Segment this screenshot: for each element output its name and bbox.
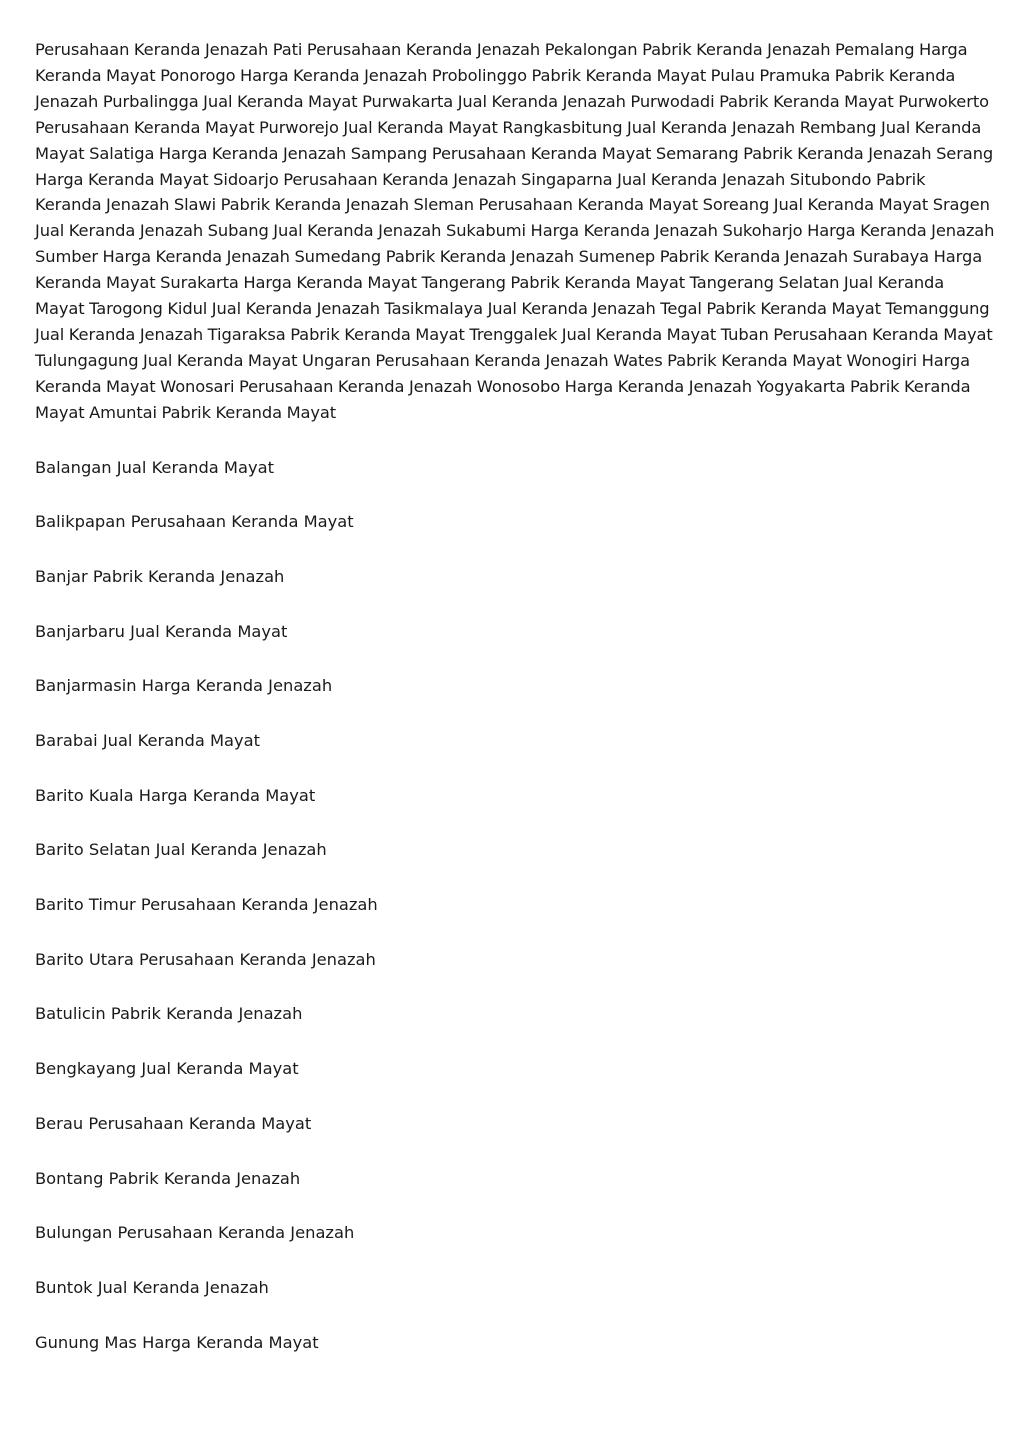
list-item: Barito Selatan Jual Keranda Jenazah <box>35 840 327 860</box>
list-item: Barito Utara Perusahaan Keranda Jenazah <box>35 949 376 969</box>
list-item: Banjar Pabrik Keranda Jenazah <box>35 566 285 586</box>
list-item: Bontang Pabrik Keranda Jenazah <box>35 1168 301 1188</box>
location-list <box>35 455 995 1385</box>
intro-paragraph: Perusahaan Keranda Jenazah Pati Perusahaan Keranda Jenazah Pekalongan Pabrik Keranda Jenazah Pemalang Harga Keranda Mayat Ponorogo Harga Keranda Jenazah Probolinggo Pabrik Keranda Mayat Pulau Pramuka Pabrik Keranda Jenazah Purbalingga Jual Keranda Mayat Purwakarta Jual Keranda Jenazah Purwodadi Pabrik Keranda Mayat Purwokerto Perusahaan Keranda Mayat Purworejo Jual Keranda Mayat Rangkasbitung Jual Keranda Jenazah Rembang Jual Keranda Mayat Salatiga Harga Keranda Jenazah Sampang Perusahaan Keranda Mayat Semarang Pabrik Keranda Jenazah Serang Harga Keranda Mayat Sidoarjo Perusahaan Keranda Jenazah Singaparna Jual Keranda Jenazah Situbondo Pabrik Keranda Jenazah Slawi Pabrik Keranda Jenazah Sleman Perusahaan Keranda Mayat Soreang Jual Keranda Mayat Sragen Jual Keranda Jenazah Subang Jual Keranda Jenazah Sukabumi Harga Keranda Jenazah Sukoharjo Harga Keranda Jenazah Sumber Harga Keranda Jenazah Sumedang Pabrik Keranda Jenazah Sumenep Pabrik Keranda Jenazah Surabaya Harga Keranda Mayat Surakarta Harga Keranda Mayat Tangerang Pabrik Keranda Mayat Tangerang Selatan Jual Keranda Mayat Tarogong Kidul Jual Keranda Jenazah Tasikmalaya Jual Keranda Jenazah Tegal Pabrik Keranda Mayat Temanggung Jual Keranda Jenazah Tigaraksa Pabrik Keranda Mayat Trenggalek Jual Keranda Mayat Tuban Perusahaan Keranda Mayat Tulungagung Jual Keranda Mayat Ungaran Perusahaan Keranda Jenazah Wates Pabrik Keranda Mayat Wonogiri Harga Keranda Mayat Wonosari Perusahaan Keranda Jenazah Wonosobo Harga Keranda Jenazah Yogyakarta Pabrik Keranda Mayat Amuntai Pabrik Keranda Mayat <box>35 40 995 422</box>
list-item: Bulungan Perusahaan Keranda Jenazah <box>35 1223 355 1243</box>
list-item: Barito Kuala Harga Keranda Mayat <box>35 785 316 805</box>
list-item: Gunung Mas Harga Keranda Mayat <box>35 1332 319 1352</box>
list-item: Balikpapan Perusahaan Keranda Mayat <box>35 512 354 532</box>
list-item: Barito Timur Perusahaan Keranda Jenazah <box>35 895 378 915</box>
list-item: Barabai Jual Keranda Mayat <box>35 731 261 751</box>
document-page <box>35 37 995 1384</box>
list-item: Batulicin Pabrik Keranda Jenazah <box>35 1004 303 1024</box>
list-item: Banjarmasin Harga Keranda Jenazah <box>35 676 333 696</box>
list-item: Banjarbaru Jual Keranda Mayat <box>35 621 288 641</box>
list-item: Buntok Jual Keranda Jenazah <box>35 1277 269 1297</box>
list-item: Balangan Jual Keranda Mayat <box>35 457 274 477</box>
list-item: Bengkayang Jual Keranda Mayat <box>35 1059 299 1079</box>
list-item: Berau Perusahaan Keranda Mayat <box>35 1113 312 1133</box>
